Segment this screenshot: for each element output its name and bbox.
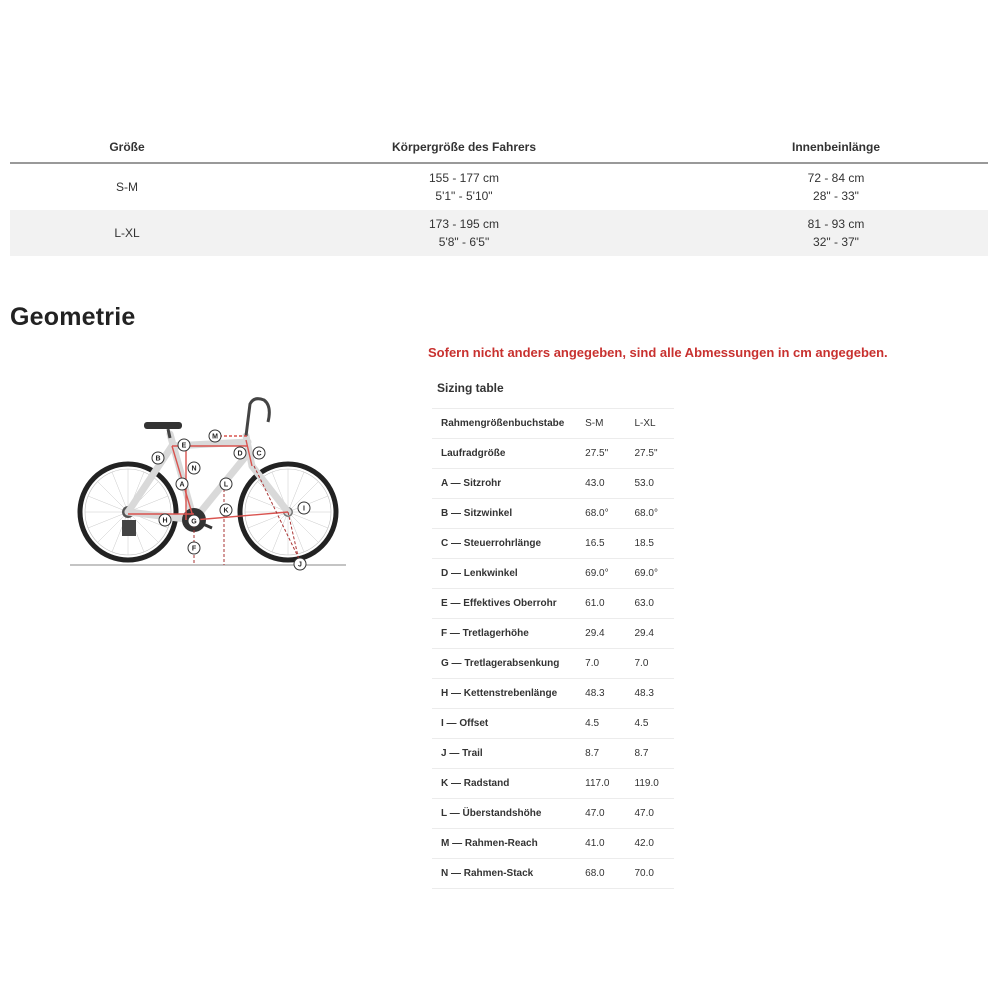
saddle: [144, 422, 182, 429]
marker-d: [234, 447, 246, 459]
geometry-row: [432, 649, 674, 679]
value-lxl: 119.0: [634, 778, 659, 789]
geometry-row: [432, 619, 674, 649]
marker-c: [253, 447, 265, 459]
value-lxl: 7.0: [634, 658, 649, 669]
header-size: Größe: [109, 140, 145, 154]
geometry-label: D — Lenkwinkel: [441, 568, 518, 579]
value-sm: 69.0°: [585, 568, 609, 579]
inseam-value: [684, 215, 988, 251]
value-sm: 117.0: [585, 778, 610, 789]
geometry-row: [432, 799, 674, 829]
marker-h: [159, 514, 171, 526]
height-ft: 5'8" - 6'5": [438, 235, 490, 249]
value-sm: 27.5": [585, 448, 609, 459]
value-sm: 29.4: [585, 628, 605, 639]
svg-text:N: N: [191, 465, 197, 473]
svg-text:D: D: [237, 450, 243, 458]
value-lxl: 18.5: [634, 538, 654, 549]
marker-f: [188, 542, 200, 554]
value-sm: 41.0: [585, 838, 605, 849]
geometry-label: I — Offset: [441, 718, 489, 729]
units-note: Sofern nicht anders angegeben, sind alle Abmessungen in cm angegeben.: [428, 345, 888, 360]
geometry-label: C — Steuerrohrlänge: [441, 538, 542, 549]
svg-text:L: L: [223, 481, 229, 489]
sizing-table-title: Sizing table: [437, 381, 504, 395]
svg-text:C: C: [256, 450, 262, 458]
value-sm: 61.0: [585, 598, 605, 609]
geometry-row: [432, 829, 674, 859]
geometry-row: [432, 559, 674, 589]
inseam-cm: 72 - 84 cm: [807, 171, 865, 185]
value-lxl: L-XL: [634, 418, 656, 429]
handlebar: [246, 399, 269, 436]
marker-e: [178, 439, 190, 451]
bike-geometry-diagram: [68, 392, 348, 572]
value-lxl: 53.0: [634, 478, 654, 489]
value-sm: 68.0: [585, 868, 605, 879]
inseam-value: [684, 169, 988, 205]
geometry-row: [432, 439, 674, 469]
size-table-header: [10, 132, 988, 164]
size-row-sm: [10, 164, 988, 210]
inseam-in: 28" - 33": [813, 189, 859, 203]
value-lxl: 4.5: [634, 718, 649, 729]
svg-text:E: E: [181, 442, 187, 450]
value-sm: 47.0: [585, 808, 605, 819]
marker-a: [176, 478, 188, 490]
geometry-label: Rahmengrößenbuchstabe: [441, 418, 565, 429]
geometry-label: M — Rahmen-Reach: [441, 838, 538, 849]
value-sm: 7.0: [585, 658, 600, 669]
marker-n: [188, 462, 200, 474]
marker-l: [220, 478, 232, 490]
geometry-row: [432, 499, 674, 529]
value-lxl: 70.0: [634, 868, 654, 879]
svg-text:A: A: [179, 481, 185, 489]
svg-text:B: B: [155, 455, 161, 463]
value-sm: 16.5: [585, 538, 605, 549]
marker-k: [220, 504, 232, 516]
marker-i: [298, 502, 310, 514]
geometry-label: E — Effektives Oberrohr: [441, 598, 557, 609]
rider-size-table: [10, 132, 988, 256]
geometry-sizing-table: [432, 408, 674, 889]
marker-j: [294, 558, 306, 570]
bike-frame: [128, 434, 288, 520]
geometry-row: [432, 859, 674, 889]
value-sm: 4.5: [585, 718, 600, 729]
value-sm: 43.0: [585, 478, 605, 489]
geometry-label: L — Überstandshöhe: [441, 808, 542, 819]
geometry-heading: Geometrie: [10, 303, 136, 331]
svg-text:F: F: [191, 545, 197, 553]
height-ft: 5'1" - 5'10": [435, 189, 493, 203]
svg-text:H: H: [162, 517, 168, 525]
svg-text:K: K: [223, 507, 229, 515]
geometry-row: [432, 529, 674, 559]
value-lxl: 8.7: [634, 748, 649, 759]
value-sm: S-M: [585, 418, 604, 429]
geometry-label: N — Rahmen-Stack: [441, 868, 534, 879]
svg-text:M: M: [212, 433, 218, 441]
geometry-label: F — Tretlagerhöhe: [441, 628, 529, 639]
geometry-row: [432, 739, 674, 769]
value-lxl: 27.5": [634, 448, 658, 459]
svg-text:G: G: [191, 518, 197, 526]
geometry-row: [432, 469, 674, 499]
size-value: S-M: [116, 180, 138, 194]
height-cm: 173 - 195 cm: [428, 217, 500, 231]
height-cm: 155 - 177 cm: [428, 171, 500, 185]
header-inseam: Innenbeinlänge: [791, 140, 880, 154]
value-lxl: 42.0: [634, 838, 654, 849]
svg-text:I: I: [303, 505, 305, 513]
derailleur: [122, 520, 136, 536]
marker-b: [152, 452, 164, 464]
geometry-label: H — Kettenstrebenlänge: [441, 688, 558, 699]
geometry-label: J — Trail: [441, 748, 483, 759]
inseam-cm: 81 - 93 cm: [807, 217, 865, 231]
value-sm: 8.7: [585, 748, 600, 759]
inseam-in: 32" - 37": [813, 235, 859, 249]
rider-height-value: [244, 169, 684, 205]
size-value: L-XL: [114, 226, 140, 240]
geometry-label: Laufradgröße: [441, 448, 506, 459]
value-lxl: 69.0°: [634, 568, 658, 579]
size-row-lxl: [10, 210, 988, 256]
value-sm: 68.0°: [585, 508, 609, 519]
value-lxl: 48.3: [634, 688, 654, 699]
geometry-label: K — Radstand: [441, 778, 510, 789]
geometry-row: [432, 679, 674, 709]
value-lxl: 29.4: [634, 628, 654, 639]
geometry-label: B — Sitzwinkel: [441, 508, 513, 519]
geometry-row: [432, 709, 674, 739]
marker-m: [209, 430, 221, 442]
value-sm: 48.3: [585, 688, 605, 699]
svg-text:J: J: [298, 561, 302, 569]
value-lxl: 47.0: [634, 808, 654, 819]
geometry-row: [432, 408, 674, 439]
geometry-row: [432, 769, 674, 799]
rider-height-value: [244, 215, 684, 251]
header-rider-height: Körpergröße des Fahrers: [391, 140, 537, 154]
value-lxl: 68.0°: [634, 508, 658, 519]
geometry-label: G — Tretlagerabsenkung: [441, 658, 560, 669]
marker-g: [188, 515, 200, 527]
geometry-label: A — Sitzrohr: [441, 478, 502, 489]
value-lxl: 63.0: [634, 598, 654, 609]
geometry-row: [432, 589, 674, 619]
